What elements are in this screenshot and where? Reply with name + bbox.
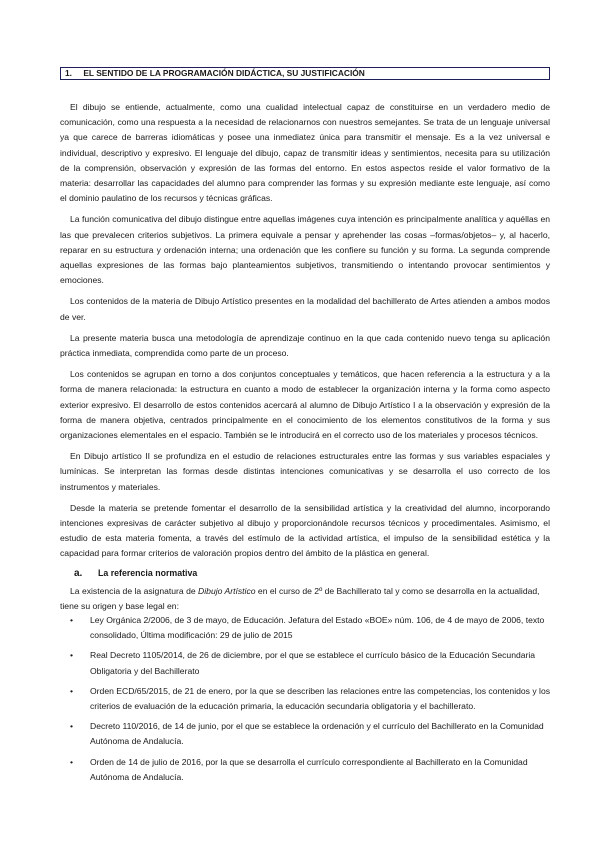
- normative-list: [60, 613, 552, 790]
- list-item: • Ley Orgánica 2/2006, de 3 de mayo, de Educación. Jefatura del Estado «BOE» núm. 106, de 4 de mayo de 2006, texto consolidado, Última modificación: 29 de julio de 2015: [60, 613, 552, 643]
- paragraph: La presente materia busca una metodología de aprendizaje continuo en la que cada contenido nuevo tenga su aplicación práctica inmediata, comprendida como parte de un proceso.: [60, 332, 550, 359]
- body-paragraphs: [60, 100, 550, 568]
- paragraph: Los contenidos de la materia de Dibujo Artístico presentes en la modalidad del bachillerato de Artes atienden a ambos modos de ver.: [60, 296, 550, 322]
- normative-letter: a.: [74, 568, 83, 579]
- section-heading: [60, 67, 550, 80]
- normative-title: La referencia normativa: [98, 568, 198, 578]
- section-number: 1.: [65, 68, 72, 78]
- normative-intro: La existencia de la asignatura de Dibujo Artístico en el curso de 2º de Bachillerato tal y como se desarrolla en la actualidad, tiene su origen y base legal en:: [60, 586, 540, 612]
- normative-heading: [74, 568, 197, 579]
- section-title: EL SENTIDO DE LA PROGRAMACIÓN DIDÁCTICA, SU JUSTIFICACIÓN: [83, 68, 365, 78]
- paragraph: En Dibujo artístico II se profundiza en el estudio de relaciones estructurales entre las formas y sus variables espaciales y lumínicas. Se interpretan las formas desde distintas intenciones comunicativas y se desarrolla el uso correcto de los instrumentos y materiales.: [60, 451, 550, 492]
- list-item: • Real Decreto 1105/2014, de 26 de diciembre, por el que se establece el currículo básico de la Educación Secundaria Obligatoria y del Bachillerato: [60, 648, 552, 678]
- subject-name: Dibujo Artístico: [198, 586, 256, 596]
- paragraph: El dibujo se entiende, actualmente, como una cualidad intelectual capaz de constituirse en un verdadero medio de comunicación, como una respuesta a la necesidad de relacionarnos con nuestros semejantes. Se trata de un lenguaje universal ya que carece de barreras idiomáticas y posee una inmediatez única para transmitir el mensaje. Es a la vez universal e individual, descriptivo y expresivo. El lenguaje del dibujo, capaz de transmitir ideas y sentimientos, necesita para su utilización de la comprensión, observación y expresión de las formas del entorno. En estos aspectos reside el valor formativo de la materia: desarrollar las capacidades del alumno para comprender las formas y su expresión mediante este lenguaje, así como el dominio paulatino de los recursos y técnicas gráficas.: [60, 102, 550, 204]
- paragraph: Desde la materia se pretende fomentar el desarrollo de la sensibilidad artística y la creatividad del alumno, incorporando intenciones expresivas de carácter subjetivo al dibujo y proporcionándole recursos técnicos y procedimentales. Asimismo, el estudio de esta materia fomenta, a través del estímulo de la actividad artística, el impulso de la sensibilidad estética y la capacidad para formar criterios de valoración propios dentro del ámbito de la plástica en general.: [60, 502, 550, 559]
- list-item: • Orden de 14 de julio de 2016, por la que se desarrolla el currículo correspondiente al Bachillerato en la Comunidad Autónoma de Andalucía.: [60, 755, 552, 785]
- list-item: • Decreto 110/2016, de 14 de junio, por el que se establece la ordenación y el currículo del Bachillerato en la Comunidad Autónoma de Andalucía.: [60, 719, 552, 749]
- paragraph: La función comunicativa del dibujo distingue entre aquellas imágenes cuya intención es principalmente analítica y aquéllas en las que prevalecen criterios subjetivos. La primera equivale a pensar y aprehender las cosas –formas/objetos– y, al hacerlo, reparar en su estructura y ordenación interna; una ordenación que les confiere su función y su forma. La segunda comprende aquellas expresiones de las formas bajo planteamientos subjetivos, transmitiendo o intentando provocar sentimientos y emociones.: [60, 214, 550, 286]
- paragraph: Los contenidos se agrupan en torno a dos conjuntos conceptuales y temáticos, que hacen referencia a la estructura y a la forma de manera relacionada: la estructura en cuanto a modo de establecer la organización interna y la forma como aspecto exterior expresivo. El desarrollo de estos contenidos acercará al alumno de Dibujo Artístico I a la observación y expresión de la forma de manera objetiva, centrados principalmente en el conocimiento de los elementos constitutivos de la forma y sus organizaciones elementales en el espacio. También se le introducirá en el correcto uso de los materiales y procesos técnicos.: [60, 369, 550, 441]
- list-item: • Orden ECD/65/2015, de 21 de enero, por la que se describen las relaciones entre las competencias, los contenidos y los criterios de evaluación de la educación primaria, la educación secundaria obligatoria y el bachillerato.: [60, 684, 552, 714]
